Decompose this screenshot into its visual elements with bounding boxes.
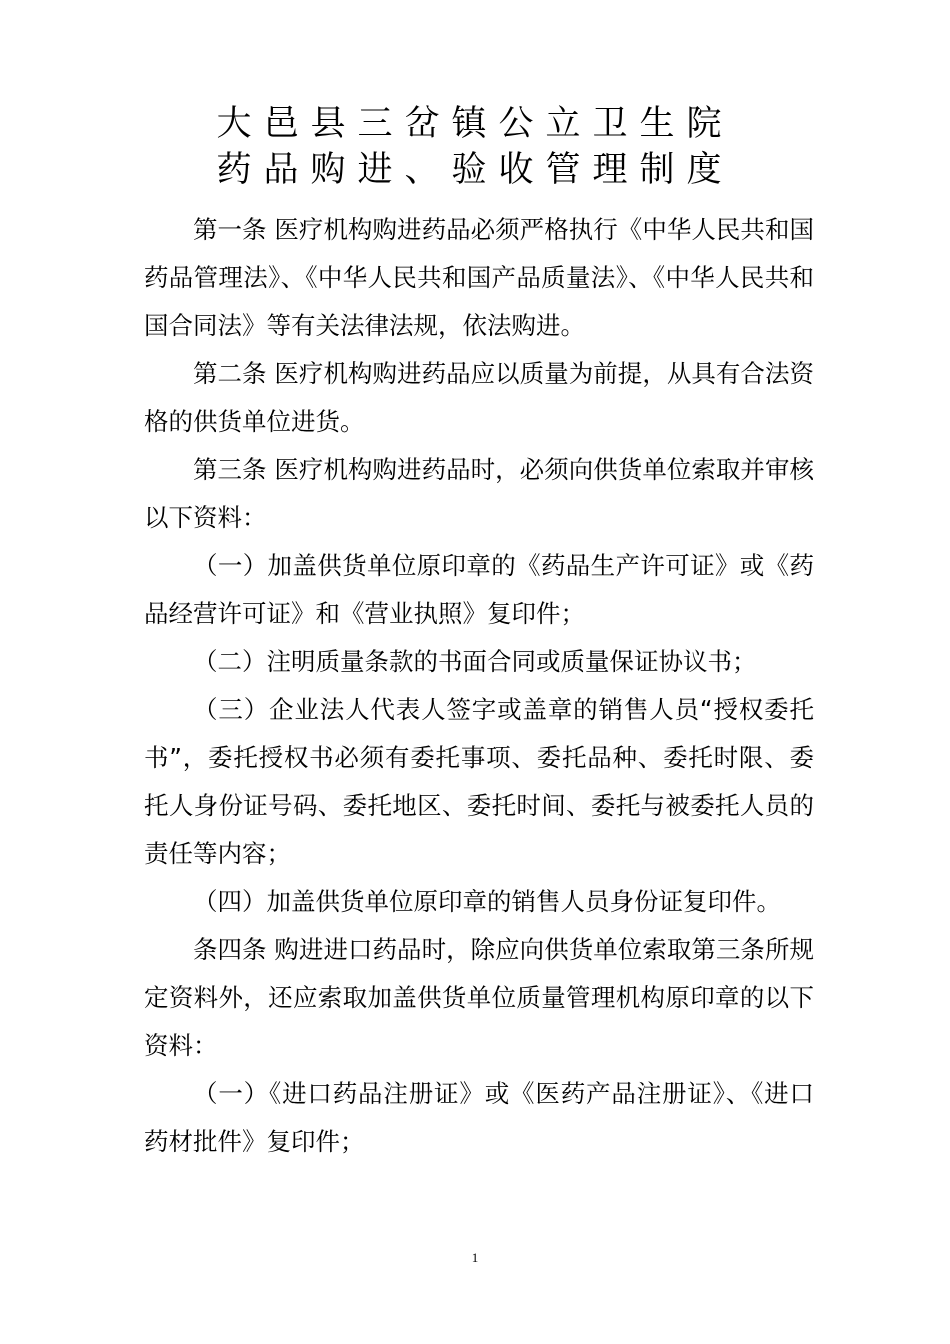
document-body xyxy=(144,206,814,1166)
paragraph-article-4: 条四条 购进进口药品时，除应向供货单位索取第三条所规定资料外，还应索取加盖供货单位质量管理机构原印章的以下资料： xyxy=(144,935,814,1060)
paragraph-article-2: 第二条 医疗机构购进药品应以质量为前提，从具有合法资格的供货单位进货。 xyxy=(144,359,814,436)
paragraph-article-3-item-4: （四）加盖供货单位原印章的销售人员身份证复印件。 xyxy=(193,887,781,916)
paragraph-article-3-item-1: （一）加盖供货单位原印章的《药品生产许可证》或《药品经营许可证》和《营业执照》复印件； xyxy=(144,551,814,628)
page-number: 1 xyxy=(471,1250,479,1265)
paragraph-article-1: 第一条 医疗机构购进药品必须严格执行《中华人民共和国药品管理法》、《中华人民共和国产品质量法》、《中华人民共和国合同法》等有关法律法规，依法购进。 xyxy=(144,215,814,340)
paragraph-article-3: 第三条 医疗机构购进药品时，必须向供货单位索取并审核以下资料： xyxy=(144,455,814,532)
document-title-line-2: 药品购进、验收管理制度 xyxy=(216,150,734,190)
paragraph-article-3-item-2: （二）注明质量条款的书面合同或质量保证协议书； xyxy=(193,647,757,676)
paragraph-article-4-item-1: （一）《进口药品注册证》或《医药产品注册证》、《进口药材批件》复印件； xyxy=(144,1079,814,1156)
document-title-line-1: 大邑县三岔镇公立卫生院 xyxy=(216,104,734,144)
paragraph-article-3-item-3: （三）企业法人代表人签字或盖章的销售人员“授权委托书”，委托授权书必须有委托事项、委托品种、委托时限、委托人身份证号码、委托地区、委托时间、委托与被委托人员的责任等内容； xyxy=(144,695,814,868)
